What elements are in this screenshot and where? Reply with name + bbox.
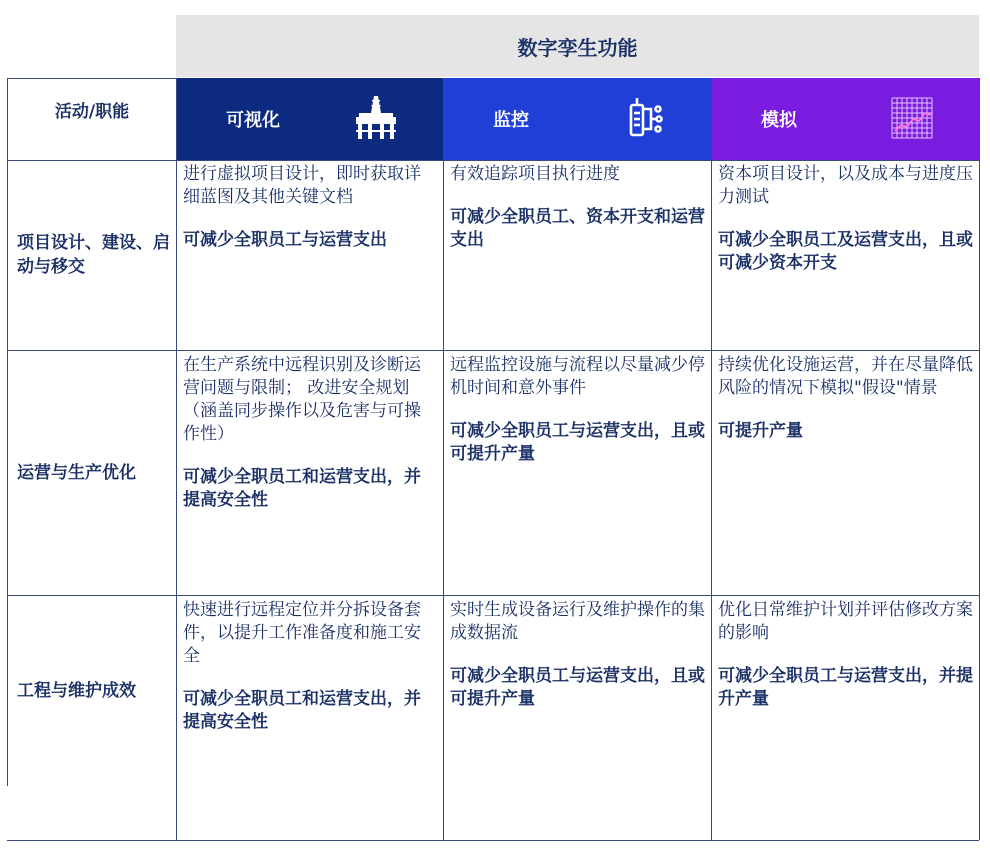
table-title: 数字孪生功能 (176, 15, 979, 77)
simulation-grid-icon (887, 93, 937, 143)
grid-line (7, 160, 979, 161)
grid-line (443, 78, 444, 840)
cell-r2-simulation (711, 351, 979, 595)
cell-benefit: 可减少全职员工与运营支出，且或可提升产量 (450, 666, 705, 709)
column-label: 模拟 (761, 110, 797, 131)
cell-benefit: 可减少全职员工、资本开支和运营支出 (450, 207, 705, 250)
cell-description: 远程监控设施与流程以尽量减少停机时间和意外事件 (450, 355, 705, 398)
cell-benefit: 可减少全职员工和运营支出，并提高安全性 (183, 689, 421, 732)
cell-benefit: 可提升产量 (718, 421, 803, 441)
column-header-visualization (176, 78, 443, 160)
oil-rig-icon (351, 93, 401, 143)
cell-description: 在生产系统中远程识别及诊断运营问题与限制； 改进安全规划（涵盖同步操作以及危害与可操作性） (183, 355, 421, 444)
cell-description: 快速进行远程定位并分拆设备套件，以提升工作准备度和施工安全 (183, 600, 421, 666)
cell-r1-simulation (711, 160, 979, 350)
corner-label: 活动/职能 (7, 78, 176, 160)
cell-benefit: 可减少全职员工与运营支出，且或可提升产量 (450, 421, 705, 464)
column-label: 监控 (493, 110, 529, 131)
cell-r3-simulation (711, 596, 979, 840)
cell-r3-visualization (176, 596, 443, 840)
cell-benefit: 可减少全职员工和运营支出，并提高安全性 (183, 467, 421, 510)
grid-line (979, 78, 980, 840)
cell-description: 进行虚拟项目设计，即时获取详细蓝图及其他关键文档 (183, 164, 421, 207)
row-label-project-design: 项目设计、建设、启动与移交 (7, 160, 176, 350)
cell-benefit: 可减少全职员工与运营支出 (183, 230, 387, 250)
grid-line (711, 78, 712, 840)
cell-description: 持续优化设施运营，并在尽量降低风险的情况下模拟"假设"情景 (718, 355, 973, 398)
cell-r2-visualization (176, 351, 443, 595)
cell-benefit: 可减少全职员工及运营支出，且或可减少资本开支 (718, 230, 973, 273)
column-header-monitoring (443, 78, 711, 160)
row-label-operations: 运营与生产优化 (7, 351, 176, 595)
cell-description: 优化日常维护计划并评估修改方案的影响 (718, 600, 973, 643)
cell-description: 资本项目设计，以及成本与进度压力测试 (718, 164, 973, 207)
grid-line (7, 350, 979, 351)
row-label-engineering: 工程与维护成效 (7, 596, 176, 786)
grid-line (7, 595, 979, 596)
grid-line (7, 840, 979, 841)
cell-r1-visualization (176, 160, 443, 350)
cell-r2-monitoring (443, 351, 711, 595)
monitoring-device-icon (619, 93, 669, 143)
cell-description: 实时生成设备运行及维护操作的集成数据流 (450, 600, 705, 643)
cell-description: 有效追踪项目执行进度 (450, 164, 620, 184)
column-label: 可视化 (226, 110, 280, 131)
grid-line (176, 78, 177, 840)
cell-benefit: 可减少全职员工与运营支出，并提升产量 (718, 666, 973, 709)
cell-r1-monitoring (443, 160, 711, 350)
cell-r3-monitoring (443, 596, 711, 840)
column-header-simulation (711, 78, 979, 160)
